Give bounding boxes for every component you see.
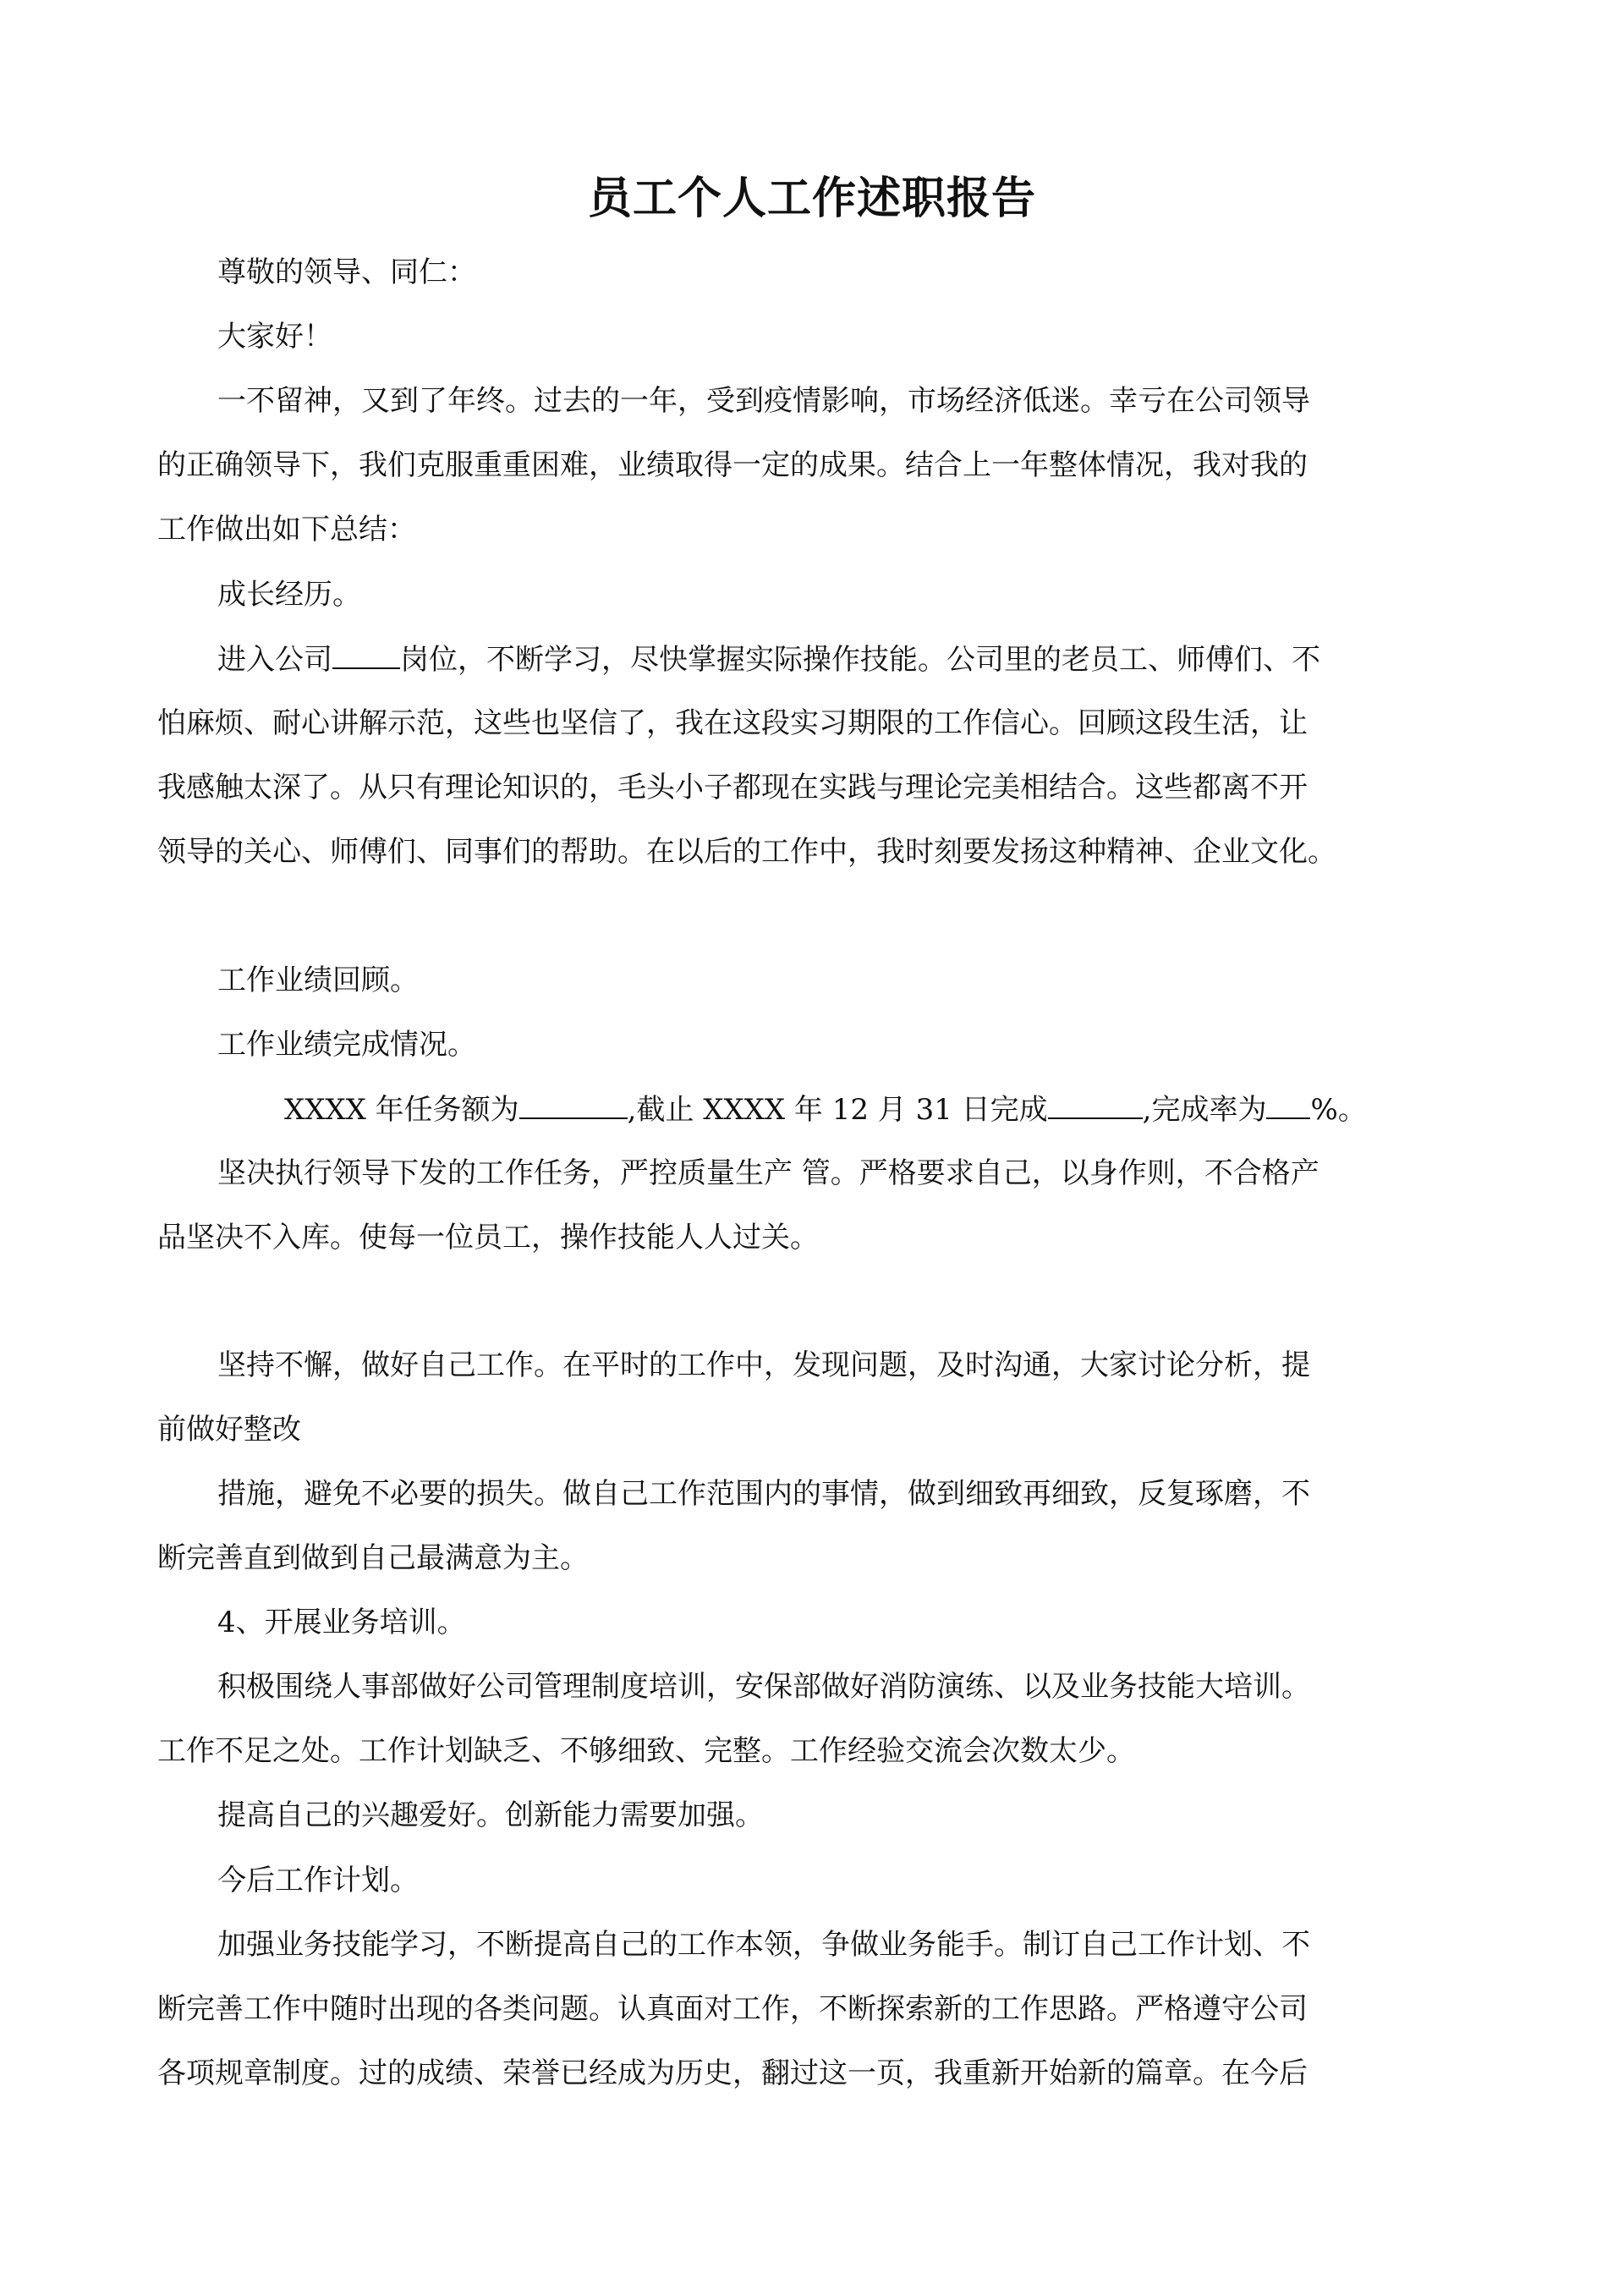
plan-line-3: 各项规章制度。过的成绩、荣誉已经成为历史，翻过这一页，我重新开始新的篇章。在今后 — [157, 2056, 1308, 2090]
task-quota-blank — [519, 1092, 628, 1119]
greeting-line: 尊敬的领导、同仁： — [217, 255, 476, 289]
performance-subheading: 工作业绩完成情况。 — [217, 1028, 476, 1062]
plan-line-2: 断完善工作中随时出现的各类问题。认真面对工作，不断探索新的工作思路。严格遵守公司 — [157, 1992, 1308, 2026]
section-heading-growth: 成长经历。 — [217, 578, 361, 612]
intro-line-3: 工作做出如下总结： — [157, 513, 416, 546]
growth-line-4: 领导的关心、师傅们、同事们的帮助。在以后的工作中，我时刻要发扬这种精神、企业文化。 — [157, 835, 1336, 869]
position-blank — [332, 642, 400, 669]
measures-line-1: 措施，避免不必要的损失。做自己工作范围内的事情，做到细致再细致，反复琢磨，不 — [217, 1477, 1310, 1511]
quality-line-1: 坚决执行领导下发的工作任务，严控质量生产 管。严格要求自己，以身作则，不合格产 — [217, 1156, 1320, 1190]
section-heading-plan: 今后工作计划。 — [217, 1864, 419, 1897]
hello-line: 大家好！ — [217, 320, 332, 354]
task-rate-blank — [1266, 1092, 1310, 1119]
section-heading-performance: 工作业绩回顾。 — [217, 964, 419, 997]
growth-line-2: 怕麻烦、耐心讲解示范，这些也坚信了，我在这段实习期限的工作信心。回顾这段生活，让 — [157, 706, 1308, 740]
quality-line-2: 品坚决不入库。使每一位员工，操作技能人人过关。 — [157, 1221, 819, 1255]
task-rate-percent: %。 — [1310, 1093, 1367, 1127]
growth-line-3: 我感触太深了。从只有理论知识的，毛头小子都现在实践与理论完美相结合。这些都离不开 — [157, 771, 1308, 804]
task-completed-label: ,截止 XXXX 年 12 月 31 日完成 — [627, 1093, 1048, 1127]
persist-line-2: 前做好整改 — [157, 1413, 301, 1447]
task-completion-row — [284, 1092, 1367, 1127]
hobby-line: 提高自己的兴趣爱好。创新能力需要加强。 — [217, 1798, 764, 1832]
training-line-1: 积极围绕人事部做好公司管理制度培训，安保部做好消防演练、以及业务技能大培训。 — [217, 1670, 1310, 1704]
task-completed-blank — [1048, 1092, 1143, 1119]
intro-line-1: 一不留神，又到了年终。过去的一年，受到疫情影响，市场经济低迷。幸亏在公司领导 — [217, 384, 1310, 418]
intro-line-2: 的正确领导下，我们克服重重困难，业绩取得一定的成果。结合上一年整体情况，我对我的 — [157, 448, 1308, 482]
task-quota-label: XXXX 年任务额为 — [284, 1093, 519, 1127]
persist-line-1: 坚持不懈，做好自己工作。在平时的工作中，发现问题，及时沟通，大家讨论分析，提 — [217, 1348, 1310, 1382]
task-rate-label: ,完成率为 — [1142, 1093, 1267, 1127]
training-line-2: 工作不足之处。工作计划缺乏、不够细致、完整。工作经验交流会次数太少。 — [157, 1734, 1135, 1768]
growth-line-1-pre: 进入公司 — [217, 643, 332, 677]
plan-line-1: 加强业务技能学习，不断提高自己的工作本领，争做业务能手。制订自己工作计划、不 — [217, 1928, 1310, 1962]
section-heading-training: 4、开展业务培训。 — [217, 1606, 466, 1639]
document-title: 员工个人工作述职报告 — [587, 173, 1036, 224]
measures-line-2: 断完善直到做到自己最满意为主。 — [157, 1541, 589, 1575]
growth-line-1 — [217, 642, 1320, 677]
growth-line-1-post: 岗位，不断学习，尽快掌握实际操作技能。公司里的老员工、师傅们、不 — [400, 643, 1320, 677]
